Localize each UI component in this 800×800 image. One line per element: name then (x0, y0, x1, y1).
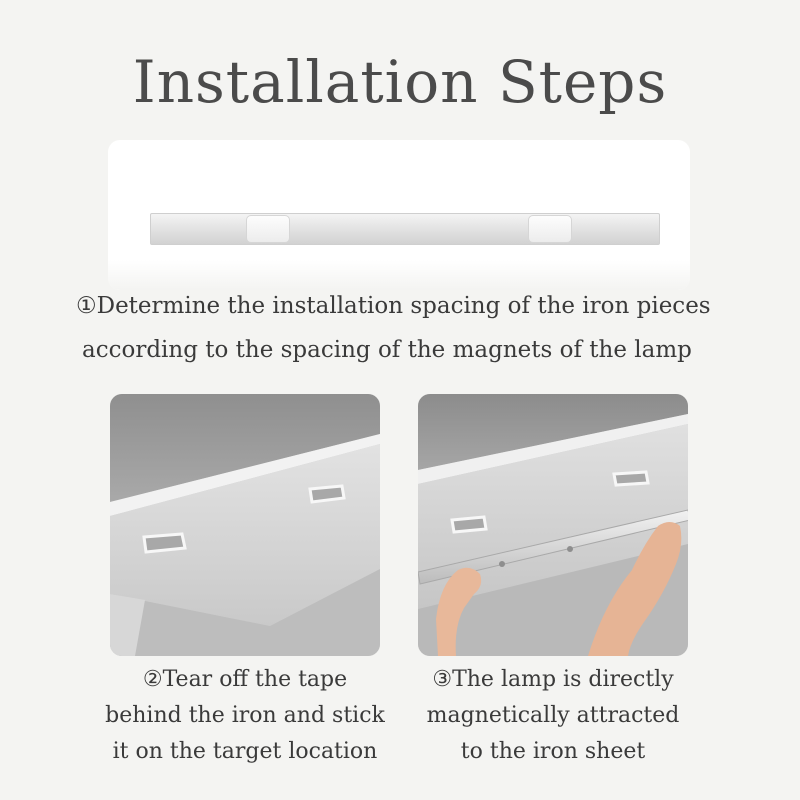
step-3-line-2: magnetically attracted (426, 703, 680, 728)
step-2-marker: ② (142, 667, 163, 692)
step-1-description (76, 284, 776, 372)
step-3-line-3: to the iron sheet (460, 739, 646, 764)
lamp-bar-image (108, 140, 690, 290)
iron-piece-near (144, 534, 185, 552)
ceiling-iron-pieces-photo (110, 394, 380, 656)
hands-photo-svg (418, 394, 688, 656)
step-2-line-1: ②Tear off the tape (142, 667, 348, 692)
step-1-line-2: according to the spacing of the magnets of the lamp (82, 337, 692, 363)
step-2-line-2: behind the iron and stick (105, 703, 385, 728)
step-1-marker: ① (76, 293, 97, 319)
iron-piece-far (310, 486, 344, 502)
iron-piece-near (452, 517, 486, 532)
lamp-bar (150, 213, 660, 245)
step-3-marker: ③ (432, 667, 453, 692)
step-2-line-3: it on the target location (112, 739, 378, 764)
magnet-right (528, 215, 572, 243)
hands-attaching-lamp-photo (418, 394, 688, 656)
step-3-caption (403, 662, 703, 770)
page-title: Installation Steps (132, 48, 668, 116)
step-2-caption (95, 662, 395, 770)
ceiling-photo-svg (110, 394, 380, 656)
step-1-line-1: ①Determine the installation spacing of the iron pieces (76, 293, 711, 319)
magnet-left (246, 215, 290, 243)
iron-piece-far (614, 472, 648, 485)
step-3-line-1: ③The lamp is directly (432, 667, 674, 692)
